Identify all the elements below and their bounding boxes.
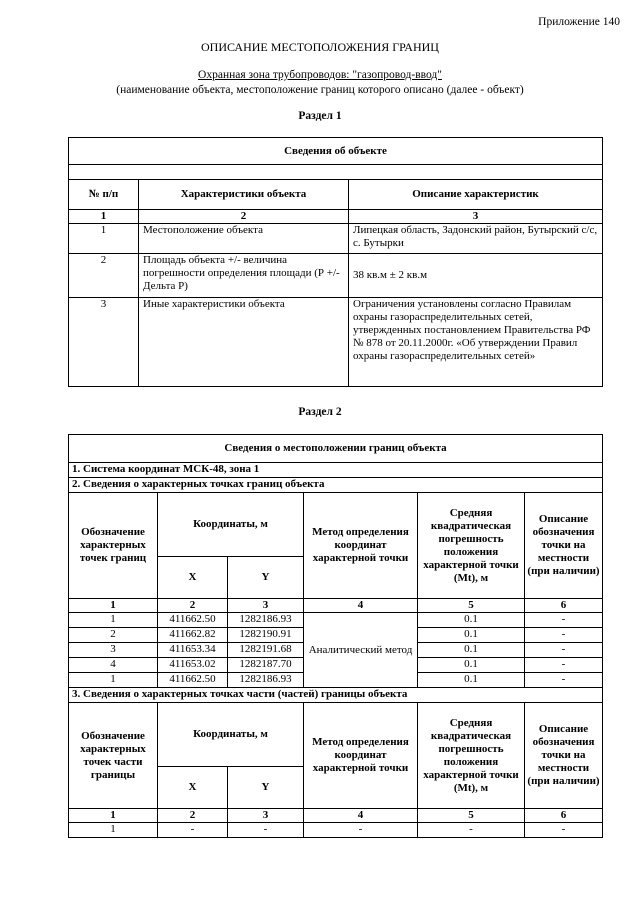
point-y: 1282191.68 <box>228 643 304 658</box>
num-cell: 1 <box>69 210 139 224</box>
object-name <box>0 69 640 81</box>
part-point-y: - <box>228 823 304 838</box>
boundary-table <box>68 434 603 838</box>
point-description: - <box>525 628 603 643</box>
point-id: 3 <box>69 643 158 658</box>
point-y: 1282187.70 <box>228 658 304 673</box>
boundary-table-title: Сведения о местоположении границ объекта <box>69 435 603 463</box>
col-header-coordinates: Координаты, м <box>158 703 304 767</box>
section-1-title: Раздел 1 <box>298 110 342 122</box>
part-point-id: 1 <box>69 823 158 838</box>
num-cell: 3 <box>228 599 304 613</box>
point-id: 4 <box>69 658 158 673</box>
point-x: 411662.50 <box>158 673 228 688</box>
document-title: ОПИСАНИЕ МЕСТОПОЛОЖЕНИЯ ГРАНИЦ <box>201 40 439 54</box>
num-cell: 2 <box>139 210 349 224</box>
point-description: - <box>525 673 603 688</box>
num-cell: 1 <box>69 599 158 613</box>
point-id: 1 <box>69 613 158 628</box>
row-no: 1 <box>69 224 139 254</box>
point-error: 0.1 <box>418 613 525 628</box>
row-no: 2 <box>69 254 139 298</box>
col-header-point: Обозначение характерных точек границ <box>69 493 158 599</box>
col-header-no: № п/п <box>69 180 139 210</box>
col-header-characteristic: Характеристики объекта <box>139 180 349 210</box>
coordinate-system-row: 1. Система координат МСК-48, зона 1 <box>69 463 603 478</box>
row-no: 3 <box>69 298 139 387</box>
col-header-y: Y <box>228 557 304 599</box>
section-2-title: Раздел 2 <box>298 406 342 418</box>
num-cell: 3 <box>349 210 603 224</box>
point-error: 0.1 <box>418 658 525 673</box>
point-description: - <box>525 613 603 628</box>
appendix-label: Приложение 140 <box>538 16 620 28</box>
num-cell: 3 <box>228 809 304 823</box>
part-point-error: - <box>418 823 525 838</box>
col-header-description: Описание обозначения точки на местности (при наличии) <box>525 493 603 599</box>
table-row <box>69 613 603 628</box>
object-info-table <box>68 137 603 387</box>
spacer-row <box>69 165 603 180</box>
row-description: Липецкая область, Задонский район, Бутырский с/с, с. Бутырки <box>349 224 603 254</box>
point-error: 0.1 <box>418 673 525 688</box>
object-name-text: Охранная зона трубопроводов: "газопровод-ввод" <box>198 69 442 81</box>
point-x: 411653.02 <box>158 658 228 673</box>
point-x: 411662.82 <box>158 628 228 643</box>
num-cell: 2 <box>158 599 228 613</box>
col-header-description: Описание характеристик <box>349 180 603 210</box>
num-cell: 4 <box>304 599 418 613</box>
point-error: 0.1 <box>418 643 525 658</box>
part-points-heading: 3. Сведения о характерных точках части (частей) границы объекта <box>69 688 603 703</box>
table-row <box>69 298 603 387</box>
point-x: 411653.34 <box>158 643 228 658</box>
num-cell: 4 <box>304 809 418 823</box>
col-header-coordinates: Координаты, м <box>158 493 304 557</box>
object-info-table-title: Сведения об объекте <box>69 138 603 165</box>
col-header-method: Метод определения координат характерной точки <box>304 493 418 599</box>
method-cell: Аналитический метод <box>304 613 418 688</box>
row-description: Ограничения установлены согласно Правилам охраны газораспределительных сетей, утвержденных постановлением Правительства РФ № 878 от 20.11.2000г. «Об утверждении Правил охраны газораспределительных сетей» <box>349 298 603 387</box>
num-cell: 2 <box>158 809 228 823</box>
row-characteristic: Иные характеристики объекта <box>139 298 349 387</box>
point-id: 1 <box>69 673 158 688</box>
point-x: 411662.50 <box>158 613 228 628</box>
table-row <box>69 823 603 838</box>
num-cell: 5 <box>418 599 525 613</box>
point-y: 1282186.93 <box>228 613 304 628</box>
row-description: 38 кв.м ± 2 кв.м <box>349 254 603 298</box>
part-point-description: - <box>525 823 603 838</box>
col-header-y: Y <box>228 767 304 809</box>
col-header-method: Метод определения координат характерной точки <box>304 703 418 809</box>
row-characteristic: Местоположение объекта <box>139 224 349 254</box>
num-cell: 6 <box>525 809 603 823</box>
col-header-x: X <box>158 557 228 599</box>
col-header-error: Средняя квадратическая погрешность положения характерной точки (Mt), м <box>418 703 525 809</box>
point-description: - <box>525 643 603 658</box>
col-header-point-part: Обозначение характерных точек части границы <box>69 703 158 809</box>
col-header-description: Описание обозначения точки на местности (при наличии) <box>525 703 603 809</box>
num-cell: 6 <box>525 599 603 613</box>
point-y: 1282190.91 <box>228 628 304 643</box>
point-id: 2 <box>69 628 158 643</box>
part-point-method: - <box>304 823 418 838</box>
table-row <box>69 224 603 254</box>
table-row <box>69 254 603 298</box>
num-cell: 1 <box>69 809 158 823</box>
point-error: 0.1 <box>418 628 525 643</box>
col-header-x: X <box>158 767 228 809</box>
num-cell: 5 <box>418 809 525 823</box>
point-y: 1282186.93 <box>228 673 304 688</box>
boundary-points-heading: 2. Сведения о характерных точках границ объекта <box>69 478 603 493</box>
object-name-note: (наименование объекта, местоположение границ которого описано (далее - объект) <box>116 84 524 96</box>
col-header-error: Средняя квадратическая погрешность положения характерной точки (Mt), м <box>418 493 525 599</box>
point-description: - <box>525 658 603 673</box>
part-point-x: - <box>158 823 228 838</box>
row-characteristic: Площадь объекта +/- величина погрешности определения площади (Р +/- Дельта Р) <box>139 254 349 298</box>
